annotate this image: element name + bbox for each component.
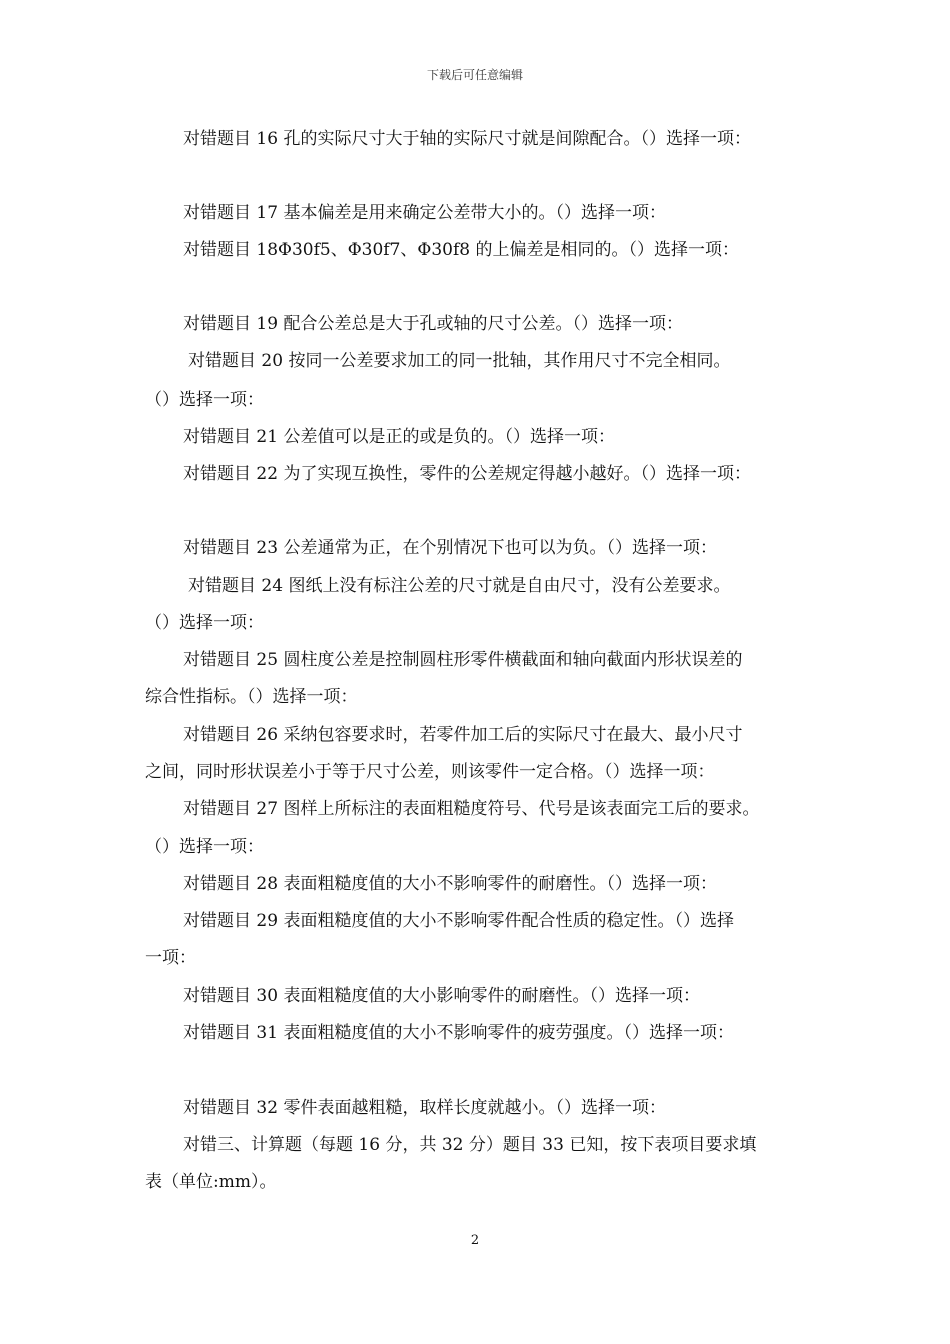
question-29: 对错题目 29 表面粗糙度值的大小不影响零件配合性质的稳定性。（）选择 [183,911,734,931]
page-number: 2 [470,1233,480,1248]
question-31: 对错题目 31 表面粗糙度值的大小不影响零件的疲劳强度。（）选择一项： [183,1023,734,1043]
question-24: 对错题目 24 图纸上没有标注公差的尺寸就是自由尺寸，没有公差要求。 [188,576,731,596]
question-29-continuation: 一项： [145,948,196,968]
question-20: 对错题目 20 按同一公差要求加工的同一批轴，其作用尺寸不完全相同。 [188,351,731,371]
question-27: 对错题目 27 图样上所标注的表面粗糙度符号、代号是该表面完工后的要求。 [183,799,760,819]
question-16: 对错题目 16 孔的实际尺寸大于轴的实际尺寸就是间隙配合。（）选择一项： [183,129,751,149]
question-24-continuation: （）选择一项： [145,613,264,633]
question-33-continuation: 表（单位:mm）。 [145,1172,277,1192]
question-27-continuation: （）选择一项： [145,837,264,857]
question-22: 对错题目 22 为了实现互换性，零件的公差规定得越小越好。（）选择一项： [183,464,751,484]
question-26: 对错题目 26 采纳包容要求时，若零件加工后的实际尺寸在最大、最小尺寸 [183,725,743,745]
question-21: 对错题目 21 公差值可以是正的或是负的。（）选择一项： [183,427,615,447]
question-23: 对错题目 23 公差通常为正，在个别情况下也可以为负。（）选择一项： [183,538,717,558]
question-17: 对错题目 17 基本偏差是用来确定公差带大小的。（）选择一项： [183,203,666,223]
question-26-continuation: 之间，同时形状误差小于等于尺寸公差，则该零件一定合格。（）选择一项： [145,762,715,782]
question-30: 对错题目 30 表面粗糙度值的大小影响零件的耐磨性。（）选择一项： [183,986,700,1006]
section-three-question-33: 对错三、计算题（每题 16 分，共 32 分）题目 33 已知，按下表项目要求填 [183,1135,757,1155]
question-25: 对错题目 25 圆柱度公差是控制圆柱形零件横截面和轴向截面内形状误差的 [183,650,743,670]
question-25-continuation: 综合性指标。（）选择一项： [145,687,358,707]
question-18: 对错题目 18Φ30f5、Φ30f7、Φ30f8 的上偏差是相同的。（）选择一项： [183,240,739,260]
question-19: 对错题目 19 配合公差总是大于孔或轴的尺寸公差。（）选择一项： [183,314,683,334]
question-32: 对错题目 32 零件表面越粗糙，取样长度就越小。（）选择一项： [183,1098,666,1118]
question-20-continuation: （）选择一项： [145,390,264,410]
question-28: 对错题目 28 表面粗糙度值的大小不影响零件的耐磨性。（）选择一项： [183,874,717,894]
page-header: 下载后可任意编辑 [426,68,523,82]
